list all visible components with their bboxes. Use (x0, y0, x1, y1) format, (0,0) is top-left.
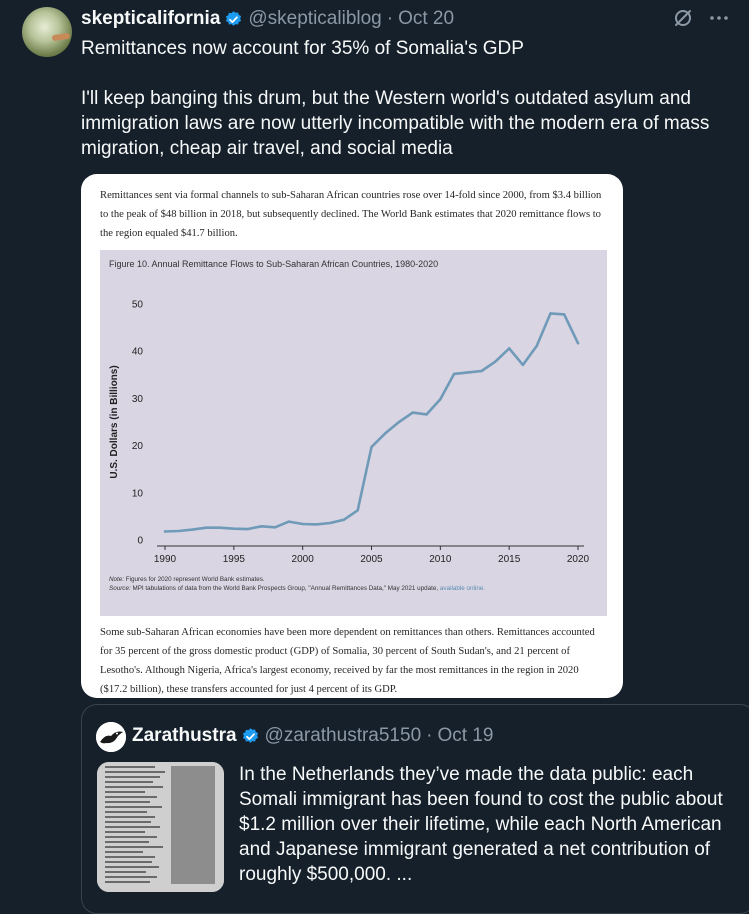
quoted-tweet-header (132, 724, 493, 748)
author-handle[interactable]: @skepticaliblog (248, 8, 382, 29)
y-tick-label: 0 (137, 535, 143, 547)
data-point (301, 523, 303, 525)
source-label: Source: (109, 585, 131, 592)
data-point (219, 527, 221, 529)
x-tick-label: 2020 (566, 554, 590, 565)
data-point (274, 526, 276, 528)
chart-title: Figure 10. Annual Remittance Flows to Sub-Saharan African Countries, 1980-2020 (109, 259, 439, 269)
data-point (178, 530, 180, 532)
tweet-actions-top (673, 8, 729, 28)
quoted-tweet-thumbnail (97, 762, 224, 892)
data-point (246, 528, 248, 530)
quoted-author-avatar (96, 722, 126, 752)
more-icon[interactable] (709, 8, 729, 28)
author-avatar[interactable] (22, 7, 72, 57)
x-tick-label: 2005 (360, 554, 383, 565)
data-point (425, 413, 427, 415)
quoted-tweet-timestamp: Oct 19 (437, 725, 494, 746)
data-point (398, 421, 400, 423)
data-point (164, 530, 166, 532)
separator: · (386, 8, 394, 29)
author-display-name[interactable]: skepticalifornia (81, 8, 221, 29)
data-point (191, 528, 193, 530)
data-point (494, 360, 496, 362)
x-tick-label: 1995 (222, 554, 245, 565)
tweet-timestamp[interactable]: Oct 20 (398, 8, 455, 29)
data-point (563, 313, 565, 315)
data-point (412, 411, 414, 413)
tweet-media-image[interactable] (81, 174, 623, 698)
data-point (508, 347, 510, 349)
y-tick-label: 10 (131, 488, 143, 500)
data-point (439, 398, 441, 400)
data-point (480, 370, 482, 372)
separator: · (426, 725, 433, 746)
chart-figure (100, 250, 607, 616)
y-tick-label: 20 (131, 441, 143, 453)
data-point (522, 364, 524, 366)
data-point (370, 446, 372, 448)
note-text: Figures for 2020 represent World Bank estimates. (124, 576, 265, 583)
data-point (260, 525, 262, 527)
verified-badge-icon (241, 727, 260, 746)
x-tick-label: 2015 (498, 554, 521, 565)
quoted-author-handle: @zarathustra5150 (264, 725, 422, 746)
tweet-text: Remittances now account for 35% of Somalia's GDP I'll keep banging this drum, but the Western world's outdated asylum and immigration laws are now utterly incompatible with the modern era of mass migration, cheap air travel, and social media (81, 38, 710, 159)
data-point (329, 522, 331, 524)
note-label: Note: (109, 576, 125, 583)
data-point (233, 527, 235, 529)
source-text: MPI tabulations of data from the World Bank Prospects Group, "Annual Remittances Data," May 2021 update, (130, 585, 440, 592)
data-point (357, 509, 359, 511)
data-point (549, 312, 551, 314)
y-tick-label: 40 (131, 346, 143, 358)
data-point (384, 432, 386, 434)
y-tick-label: 50 (131, 299, 143, 311)
verified-badge-icon (224, 10, 243, 29)
grok-icon[interactable] (673, 8, 693, 28)
source-link: available online. (439, 585, 486, 592)
quoted-author-display-name: Zarathustra (132, 725, 237, 746)
chart-footnote (109, 575, 485, 593)
data-point (453, 373, 455, 375)
data-point (343, 519, 345, 521)
tweet-header (81, 7, 454, 31)
data-point (577, 342, 579, 344)
data-point (536, 345, 538, 347)
quoted-tweet-text: In the Netherlands they’ve made the data public: each Somali immigrant has been found to cost the public about $1.2 million over their lifetime, while each North American and Japanese immigrant generated a net contribution of roughly $500,000. ... (239, 764, 723, 885)
quoted-tweet[interactable] (81, 704, 749, 914)
x-tick-label: 2010 (429, 554, 452, 565)
data-point (288, 520, 290, 522)
article-paragraph-top: Remittances sent via formal channels to sub-Saharan African countries rose over 14-fold since 2000, from $3.4 billion to the peak of $48 billion in 2018, but subsequently declined. The World Bank estimates that 2020 remittance flows to the region equaled $41.7 billion. (100, 190, 602, 239)
y-tick-label: 30 (131, 393, 143, 405)
article-paragraph-bottom: Some sub-Saharan African economies have been more dependent on remittances than others. Remittances accounted for 35 percent of the gross domestic product (GDP) of Somalia, 30 percent of South Sudan's, and 21 percent of Lesotho's. Although Nigeria, Africa's largest economy, received by far the most remittances in the region in 2020 ($17.2 billion), these transfers accounted for just 4 percent of its GDP. (100, 627, 595, 695)
series-line (165, 313, 578, 531)
x-tick-label: 2000 (291, 554, 314, 565)
data-point (205, 527, 207, 529)
line-chart (100, 250, 607, 616)
x-tick-label: 1990 (153, 554, 177, 565)
data-point (315, 523, 317, 525)
y-axis-label: U.S. Dollars (in Billions) (109, 365, 120, 479)
data-point (467, 371, 469, 373)
